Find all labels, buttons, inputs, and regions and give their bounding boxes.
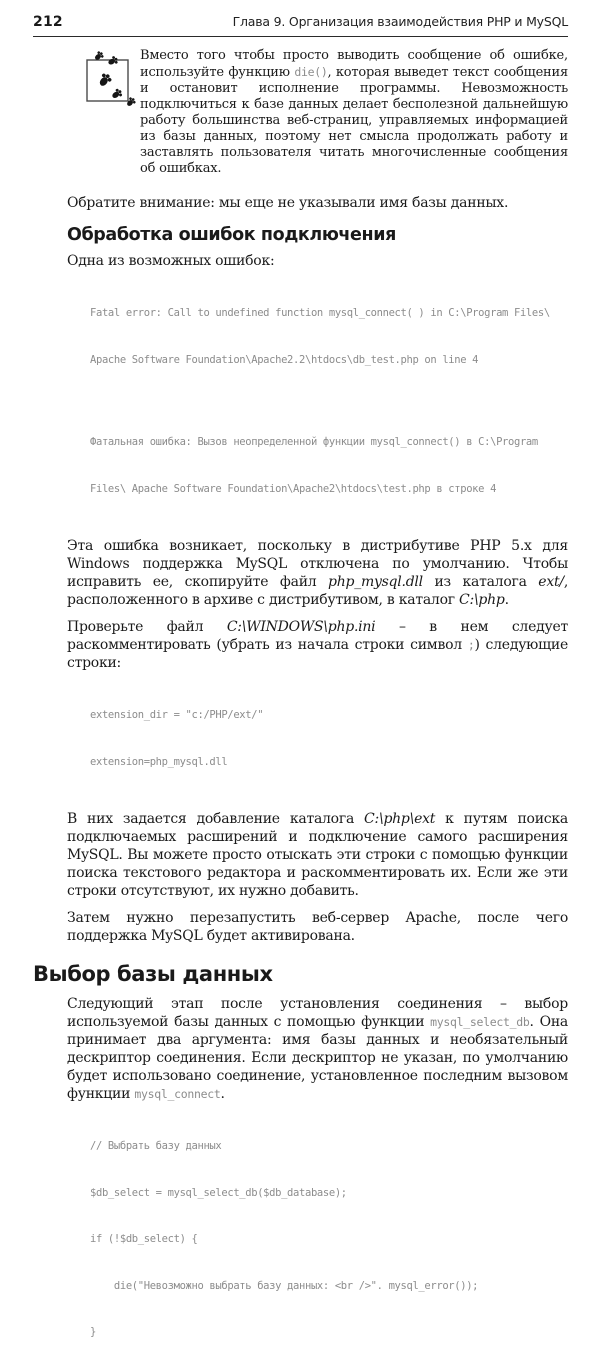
code-block-fatal-error-ru bbox=[90, 404, 568, 528]
paragraph-extension-paths bbox=[67, 810, 568, 900]
page-number: 212 bbox=[33, 14, 63, 30]
inline-code-die: die() bbox=[294, 65, 328, 79]
text-segment: , расположенного в архиве с дистрибутивом, в каталог bbox=[67, 574, 569, 608]
text-segment: ) следующие строки: bbox=[67, 637, 568, 671]
paragraph-select-db-intro bbox=[67, 995, 568, 1103]
code-line: Apache Software Foundation\Apache2.2\htdocs\db_test.php on line 4 bbox=[90, 353, 479, 366]
italic-c-php-ext: C:\php\ext bbox=[364, 811, 436, 827]
code-block-extension-ini bbox=[90, 677, 568, 801]
inline-code-mysql-select-db: mysql_select_db bbox=[430, 1015, 530, 1029]
code-line: // Выбрать базу данных bbox=[90, 1140, 222, 1152]
code-line: extension=php_mysql.dll bbox=[90, 755, 228, 768]
code-line: Files\ Apache Software Foundation\Apache2\htdocs\test.php в строке 4 bbox=[90, 482, 497, 495]
note-text-seg2: , которая выведет текст сообщения и остановит исполнение программы. Невозможность подключиться к базе данных делает бесполезной дальнейшую работу большинства веб-страниц, управляемых информацией из базы данных, поэтому нет смысла продолжать работу и заставлять пользователя читать многочисленные сообщения об ошибках. bbox=[140, 65, 568, 176]
running-header bbox=[33, 14, 568, 37]
italic-php-mysql-dll: php_mysql.dll bbox=[328, 574, 423, 590]
text-segment: . bbox=[504, 592, 509, 608]
paragraph-restart-apache: Затем нужно перезапустить веб-сервер Apache, после чего поддержка MySQL будет активирована. bbox=[67, 910, 568, 944]
code-line: die("Невозможно выбрать базу данных: <br />". mysql_error()); bbox=[90, 1279, 479, 1292]
code-line: Фатальная ошибка: Вызов неопределенной функции mysql_connect() в C:\Program bbox=[90, 436, 538, 448]
inline-code-mysql-connect: mysql_connect bbox=[134, 1087, 221, 1101]
paragraph-error-cause bbox=[67, 537, 568, 609]
text-segment: В них задается добавление каталога bbox=[67, 811, 365, 827]
code-block-fatal-error-en bbox=[90, 275, 568, 399]
code-line: $db_select = mysql_select_db($db_database); bbox=[90, 1186, 347, 1199]
chapter-title: Глава 9. Организация взаимодействия PHP и MySQL bbox=[232, 14, 568, 29]
note-text bbox=[140, 48, 568, 177]
inline-code-semicolon: ; bbox=[467, 638, 475, 652]
code-line: extension_dir = "c:/PHP/ext/" bbox=[90, 709, 264, 721]
paragraph-check-ini bbox=[67, 618, 568, 672]
note-text-seg1: Вместо того чтобы просто выводить сообщение об ошибке, используйте функцию bbox=[140, 48, 568, 80]
text-segment: Следующий этап после установления соединения – выбор используемой базы данных с помощью функции bbox=[67, 996, 568, 1030]
paragraph-attention: Обратите внимание: мы еще не указывали имя базы данных. bbox=[67, 195, 509, 211]
italic-php-ini-path: C:\WINDOWS\php.ini bbox=[226, 619, 376, 635]
text-segment: Проверьте файл bbox=[67, 619, 227, 635]
paragraph-one-error: Одна из возможных ошибок: bbox=[67, 253, 275, 269]
italic-c-php: C:\php bbox=[459, 592, 505, 608]
code-line: Fatal error: Call to undefined function mysql_connect( ) in C:\Program Files\ bbox=[90, 307, 550, 319]
code-block-select-db bbox=[90, 1108, 568, 1372]
code-line: if (!$db_select) { bbox=[90, 1233, 198, 1245]
text-segment: к путям поиска подключаемых расширений и подключение самого расширения MySQL. Вы можете просто отыскать эти строки с помощью функции поиска текстового редактора и раскомментировать их. Если же эти строки отсутствуют, их нужно добавить. bbox=[67, 811, 568, 899]
code-line: } bbox=[90, 1326, 96, 1338]
note-box bbox=[67, 48, 568, 177]
text-segment: . bbox=[220, 1086, 225, 1102]
text-segment: из каталога bbox=[422, 574, 539, 590]
section-heading-select-db: Выбор базы данных bbox=[33, 962, 273, 986]
italic-ext-dir: ext/ bbox=[538, 574, 564, 590]
paw-prints-note-icon bbox=[67, 48, 140, 177]
text-segment: . Она принимает два аргумента: имя базы данных и необязательный дескриптор соединения. Если дескриптор не указан, по умолчанию будет использовано соединение, установленное последним вызовом функции bbox=[67, 1014, 568, 1102]
text-segment: – в нем следует раскомментировать (убрать из начала строки символ bbox=[67, 619, 568, 653]
text-segment: Эта ошибка возникает, поскольку в дистрибутиве PHP 5.x для Windows поддержка MySQL отключена по умолчанию. Чтобы исправить ее, скопируйте файл bbox=[67, 538, 568, 590]
subheading-error-handling: Обработка ошибок подключения bbox=[67, 225, 396, 245]
page-content bbox=[33, 48, 568, 1372]
